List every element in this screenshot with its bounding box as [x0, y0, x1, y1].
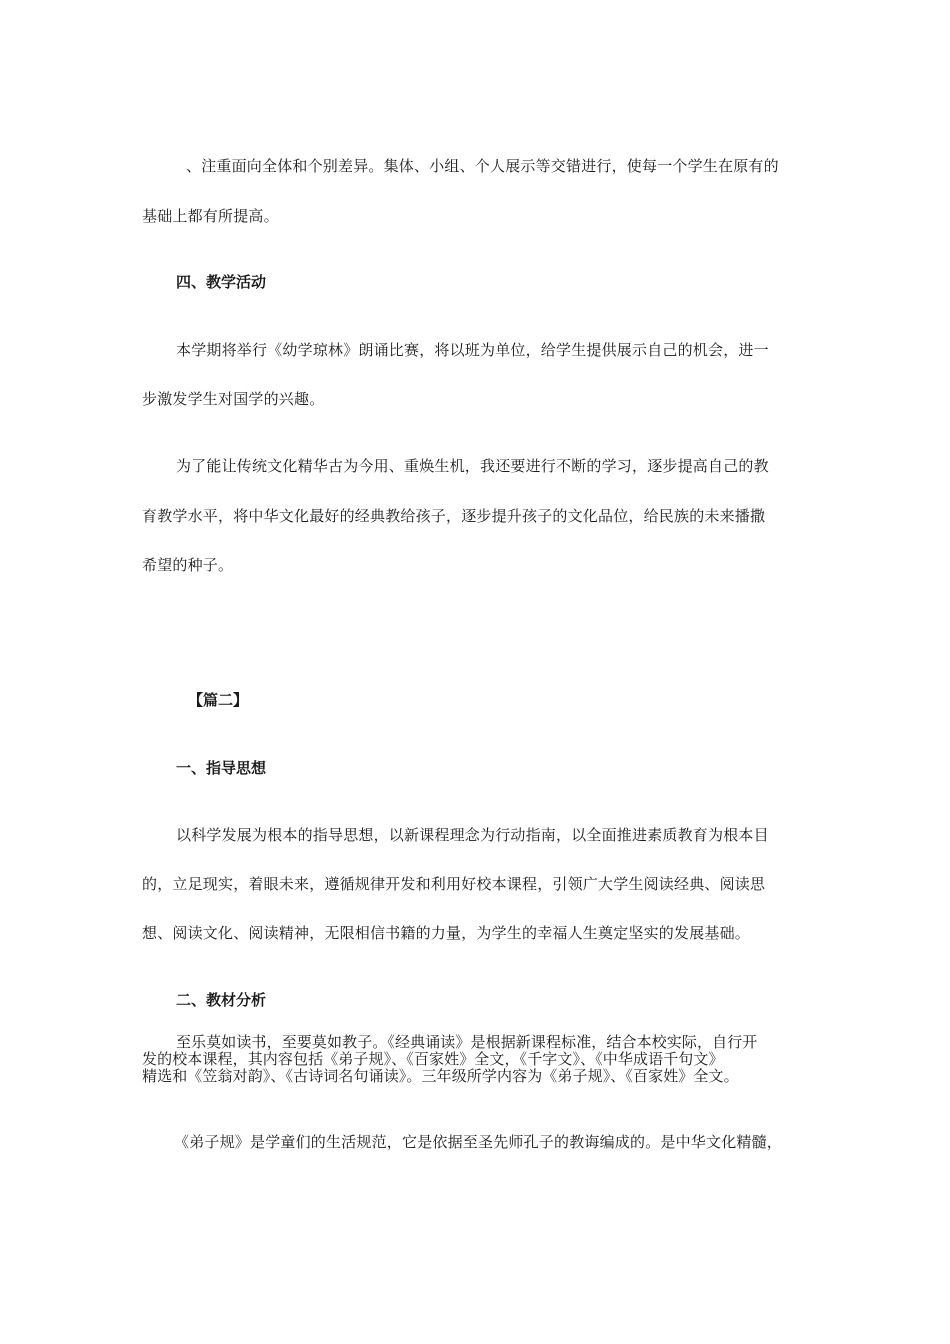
- paragraph-line: 的，立足现实，着眼未来，遵循规律开发和利用好校本课程，引领广大学生阅读经典、阅读思: [142, 875, 766, 893]
- paragraph-line: 想、阅读文化、阅读精神，无限相信书籍的力量，为学生的幸福人生奠定坚实的发展基础。: [142, 924, 751, 942]
- section-heading: 一、指导思想: [176, 759, 267, 777]
- paragraph-line: 《弟子规》是学童们的生活规范，它是依据至圣先师孔子的教诲编成的。是中华文化精髓，: [174, 1133, 783, 1151]
- paragraph-line: 精选和《笠翁对韵》、《古诗词名句诵读》。三年级所学内容为《弟子规》、《百家姓》全文。: [142, 1067, 739, 1085]
- paragraph-line: 步激发学生对国学的兴趣。: [142, 390, 325, 408]
- paragraph-line: 希望的种子。: [142, 556, 234, 574]
- paragraph-line: 育教学水平，将中华文化最好的经典教给孩子，逐步提升孩子的文化品位，给民族的未来播撒: [142, 507, 766, 525]
- paragraph-line: 发的校本课程，其内容包括《弟子规》、《百家姓》全文，《千字文》、《中华成语千句文》: [142, 1050, 724, 1068]
- paragraph-line: 、注重面向全体和个别差异。集体、小组、个人展示等交错进行，使每一个学生在原有的: [186, 157, 779, 175]
- paragraph-line: 为了能让传统文化精华古为今用、重焕生机，我还要进行不断的学习，逐步提高自己的教: [176, 457, 769, 475]
- section-heading: 四、教学活动: [176, 273, 267, 291]
- paragraph-line: 基础上都有所提高。: [142, 207, 279, 225]
- chapter-title: 【篇二】: [188, 691, 249, 709]
- paragraph-line: 以科学发展为根本的指导思想，以新课程理念为行动指南，以全面推进素质教育为根本目: [176, 826, 769, 844]
- paragraph-line: 至乐莫如读书，至要莫如教子。《经典诵读》是根据新课程标准，结合本校实际，自行开: [176, 1033, 758, 1051]
- paragraph-line: 本学期将举行《幼学琼林》朗诵比赛，将以班为单位，给学生提供展示自己的机会，进一: [176, 341, 769, 359]
- section-heading: 二、教材分析: [176, 991, 267, 1009]
